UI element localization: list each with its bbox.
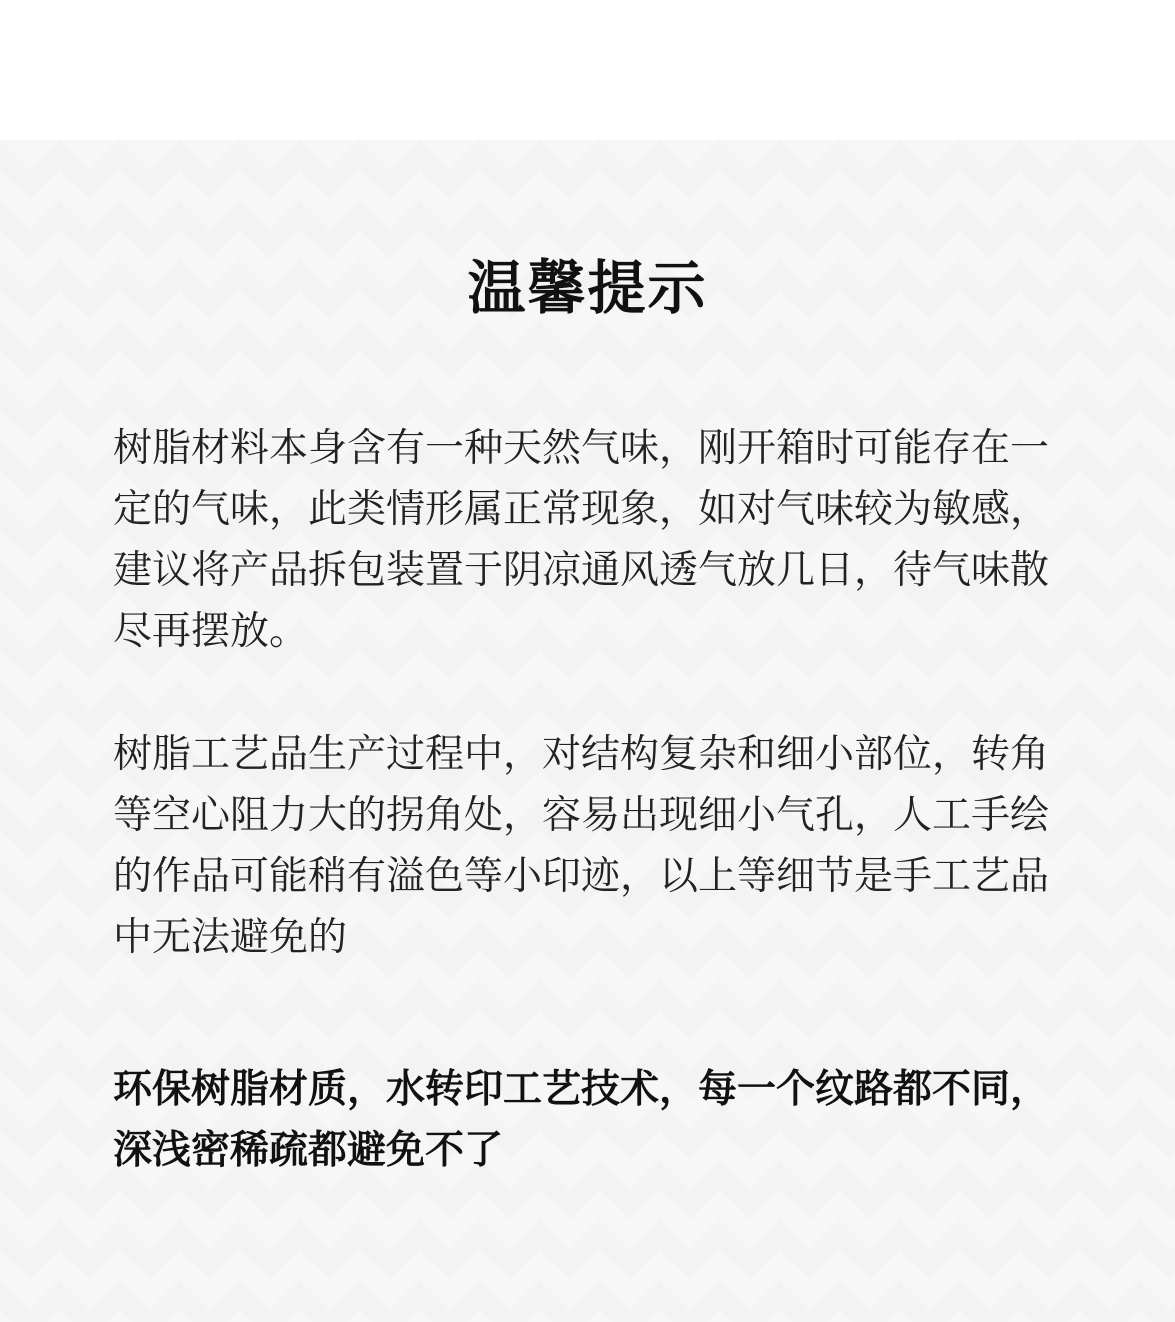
top-blank-band	[0, 0, 1175, 140]
notice-title: 温馨提示	[467, 254, 708, 322]
notice-paragraph-odor: 树脂材料本身含有一种天然气味，刚开箱时可能存在一定的气味，此类情形属正常现象，如对气味较为敏感，建议将产品拆包装置于阴凉通风透气放几日，待气味散尽再摆放。	[113, 426, 1050, 654]
notice-paragraph-craft-defects: 树脂工艺品生产过程中，对结构复杂和细小部位，转角等空心阻力大的拐角处，容易出现细小气孔，人工手绘的作品可能稍有溢色等小印迹，以上等细节是手工艺品中无法避免的	[113, 732, 1050, 960]
notice-panel	[0, 140, 1175, 1322]
notice-paragraph-material-emphasis: 环保树脂材质，水转印工艺技术，每一个纹路都不同，深浅密稀疏都避免不了	[113, 1067, 1050, 1173]
